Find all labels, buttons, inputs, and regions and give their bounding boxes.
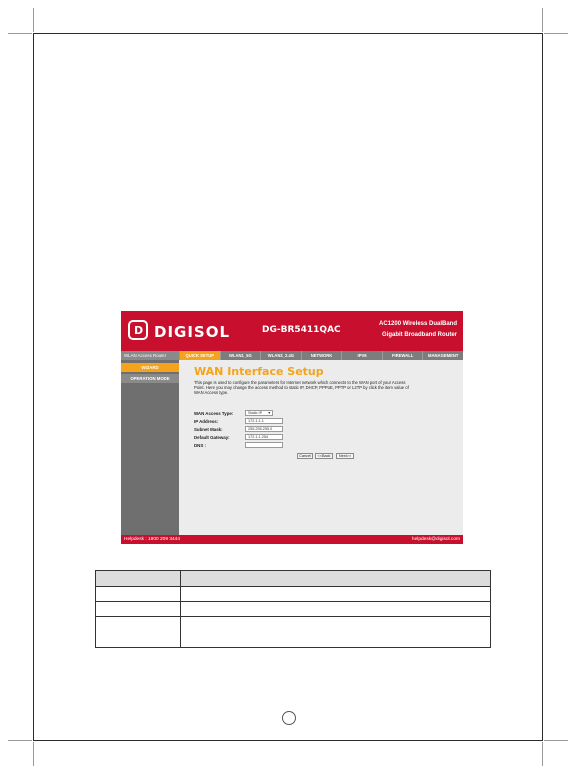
table-cell bbox=[96, 617, 181, 648]
next-button[interactable]: Next>> bbox=[336, 453, 354, 459]
parameter-table bbox=[95, 570, 491, 648]
router-screenshot bbox=[121, 311, 463, 544]
default-gateway-field[interactable]: 172.1.1.254 bbox=[245, 434, 283, 440]
sidebar-title: WLAN Access Router bbox=[121, 351, 179, 360]
table-header-cell bbox=[181, 571, 491, 587]
subnet-mask-label: Subnet Mask: bbox=[194, 427, 223, 432]
table-header-cell bbox=[96, 571, 181, 587]
crop-mark-top-left-h bbox=[8, 33, 32, 34]
sidebar bbox=[121, 360, 179, 535]
table-cell bbox=[181, 617, 491, 648]
ip-address-field[interactable]: 172.1.1.1 bbox=[245, 418, 283, 424]
router-header bbox=[121, 311, 463, 351]
page-description: This page is used to configure the parameters for Internet network which connects to the WAN port of your Access Point. Here you may change the access method to static IP, DHCP, PPPoE, PPTP or L2TP by click the item value of WAN Access type. bbox=[194, 380, 409, 396]
main-panel bbox=[179, 360, 463, 535]
crop-mark-top-right-v bbox=[542, 8, 543, 32]
brand-name: DIGISOL bbox=[154, 323, 231, 341]
tagline-line2: Gigabit Broadband Router bbox=[382, 332, 457, 338]
tab-network[interactable]: NETWORK bbox=[301, 351, 342, 360]
crop-mark-bottom-right-h bbox=[544, 740, 568, 741]
table-cell bbox=[181, 587, 491, 602]
page-title: WAN Interface Setup bbox=[194, 365, 324, 378]
tagline-line1: AC1200 Wireless DualBand bbox=[379, 321, 457, 327]
tab-wlan2-24g[interactable]: WLAN2_2.4G bbox=[260, 351, 301, 360]
subnet-mask-field[interactable]: 255.255.255.0 bbox=[245, 426, 283, 432]
tab-management[interactable]: MANAGEMENT bbox=[422, 351, 463, 360]
crop-mark-bottom-right-v bbox=[542, 742, 543, 766]
table-cell bbox=[96, 602, 181, 617]
table-row bbox=[96, 587, 491, 602]
crop-mark-bottom-left-h bbox=[8, 740, 32, 741]
table-row bbox=[96, 617, 491, 648]
cancel-button[interactable]: Cancel bbox=[297, 453, 313, 459]
crop-mark-bottom-left-v bbox=[33, 742, 34, 766]
tab-quick-setup[interactable]: QUICK SETUP bbox=[179, 351, 220, 360]
dns-label: DNS : bbox=[194, 443, 206, 448]
tab-ipv6[interactable]: IPV6 bbox=[341, 351, 382, 360]
ip-address-label: IP Address: bbox=[194, 419, 219, 424]
table-cell bbox=[96, 587, 181, 602]
table-row bbox=[96, 602, 491, 617]
tab-firewall[interactable]: FIREWALL bbox=[382, 351, 423, 360]
wan-access-type-label: WAN Access Type: bbox=[194, 411, 234, 416]
model-name: DG-BR5411QAC bbox=[262, 325, 341, 335]
sidebar-item-wizard[interactable]: WIZARD bbox=[121, 363, 179, 372]
router-footer bbox=[121, 535, 463, 544]
back-button[interactable]: <<Back bbox=[315, 453, 333, 459]
chevron-down-icon: ▼ bbox=[267, 411, 271, 415]
digisol-logo-icon: D bbox=[128, 320, 148, 340]
wan-access-type-select[interactable]: Static IP ▼ bbox=[245, 410, 273, 416]
table-header-row bbox=[96, 571, 491, 587]
default-gateway-label: Default Gateway: bbox=[194, 435, 230, 440]
crop-mark-top-left-v bbox=[33, 8, 34, 32]
helpdesk-email: helpdesk@digisol.com bbox=[411, 537, 460, 542]
table-cell bbox=[181, 602, 491, 617]
sidebar-item-operation-mode[interactable]: OPERATION MODE bbox=[121, 374, 179, 383]
crop-mark-top-right-h bbox=[544, 33, 568, 34]
page-number-circle bbox=[282, 711, 296, 725]
helpdesk-phone: Helpdesk : 1800 209 3444 bbox=[124, 537, 181, 542]
dns-field[interactable] bbox=[245, 442, 283, 448]
tab-wlan1-5g[interactable]: WLAN1_5G bbox=[220, 351, 261, 360]
top-nav bbox=[121, 351, 463, 360]
